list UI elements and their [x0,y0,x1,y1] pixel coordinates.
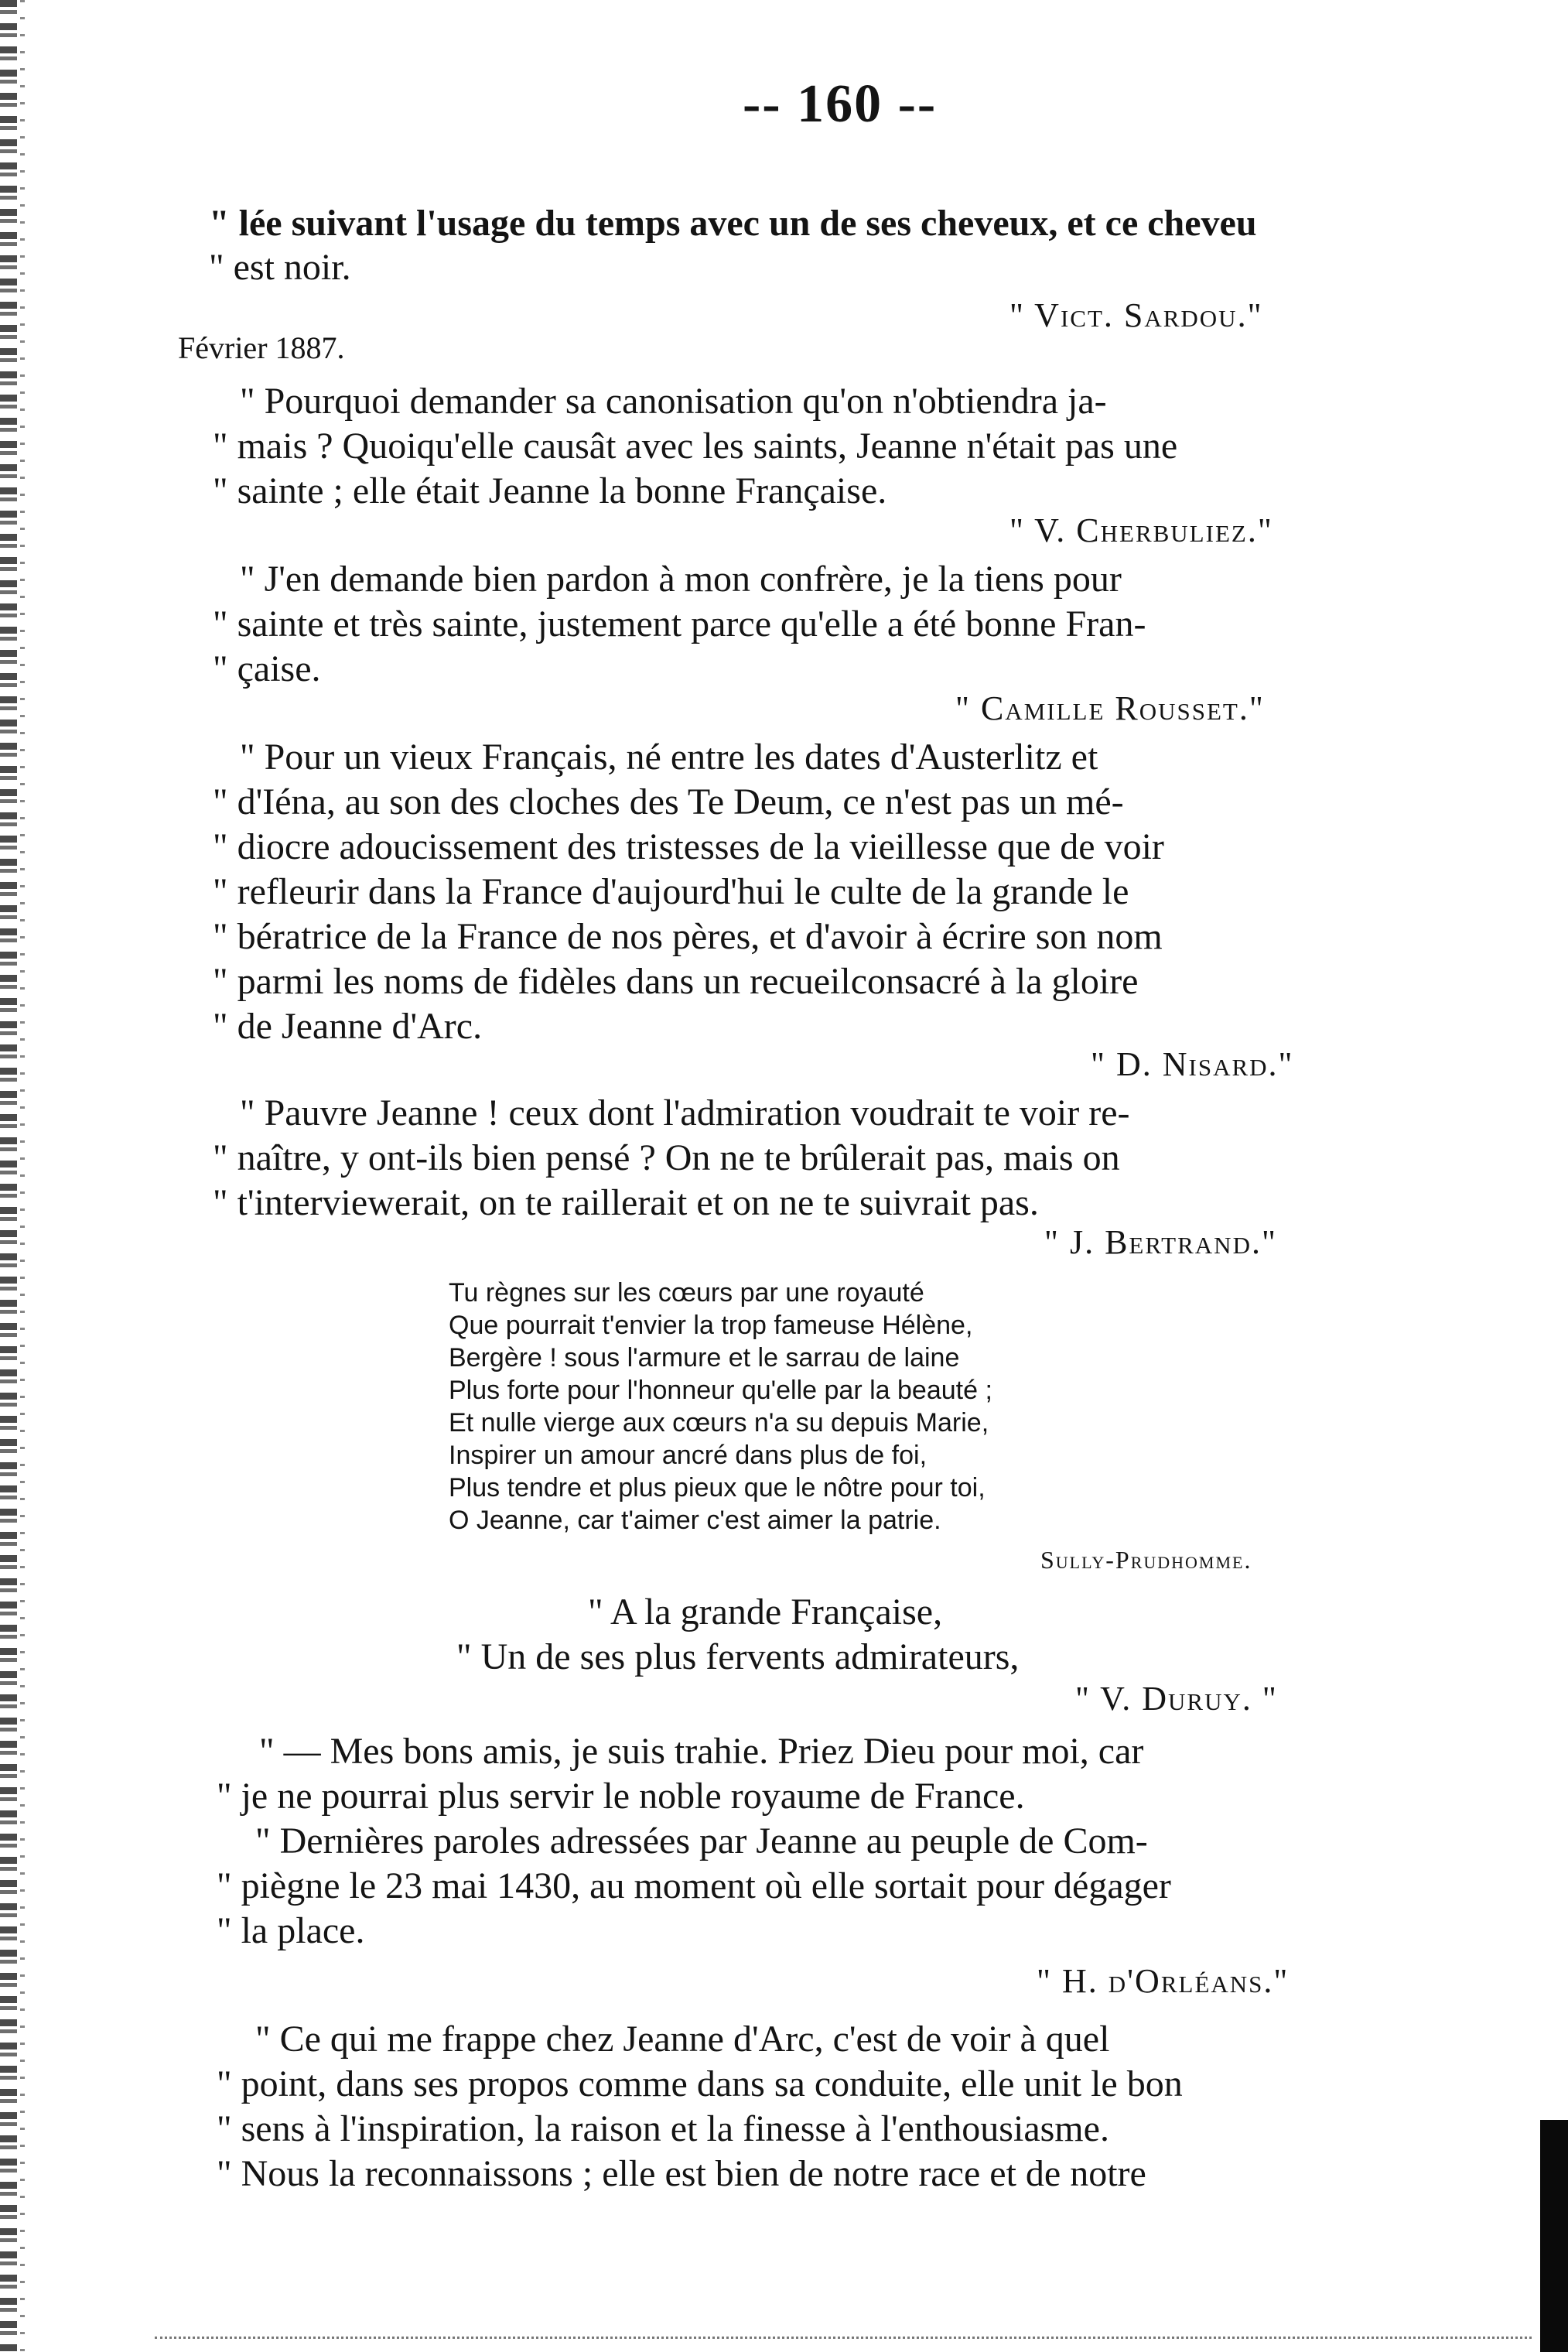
text-line: " sainte et très sainte, justement parce qu'elle a été bonne Fran- [213,603,1146,644]
text-line: " — Mes bons amis, je suis trahie. Priez Dieu pour moi, car [259,1731,1144,1772]
signature: " Vict. Sardou." [1009,296,1263,334]
signature: " D. Nisard." [1091,1045,1294,1083]
signature: " H. d'Orléans." [1037,1962,1290,2000]
text-line: " bératrice de la France de nos pères, et d'avoir à écrire son nom [213,916,1163,957]
text-line: " Pourquoi demander sa canonisation qu'on n'obtiendra ja- [240,381,1107,422]
signature: " V. Duruy. " [1075,1680,1278,1718]
poem-line: Plus forte pour l'honneur qu'elle par la beauté ; [449,1376,992,1405]
date-line: Février 1887. [178,330,345,365]
text-line: " diocre adoucissement des tristesses de la vieillesse que de voir [213,826,1164,867]
text-line: " Pauvre Jeanne ! ceux dont l'admiration voudrait te voir re- [240,1092,1130,1133]
poem-line: Bergère ! sous l'armure et le sarrau de laine [449,1343,960,1373]
signature: " J. Bertrand." [1044,1223,1277,1261]
text-line: " d'Iéna, au son des cloches des Te Deum, ce n'est pas un mé- [213,781,1124,822]
text-line: " naître, y ont-ils bien pensé ? On ne te brûlerait pas, mais on [213,1137,1120,1178]
text-line: " Un de ses plus fervents admirateurs, [456,1636,1020,1677]
signature: " Camille Rousset." [955,689,1265,727]
text-line: " parmi les noms de fidèles dans un recueilconsacré à la gloire [213,961,1139,1002]
poem-line: Plus tendre et plus pieux que le nôtre pour toi, [449,1473,986,1502]
text-line: " piègne le 23 mai 1430, au moment où elle sortait pour dégager [217,1865,1171,1906]
scan-right-edge [1540,2120,1568,2352]
text-line: " çaise. [213,648,321,689]
poem-line: Inspirer un amour ancré dans plus de foi, [449,1441,927,1470]
text-line: " Dernières paroles adressées par Jeanne au peuple de Com- [255,1820,1148,1861]
text-line: " mais ? Quoiqu'elle causât avec les saints, Jeanne n'était pas une [213,426,1178,467]
poem-line: Et nulle vierge aux cœurs n'a su depuis Marie, [449,1408,989,1438]
scan-left-edge-inner [20,0,25,2352]
text-line: " A la grande Française, [588,1591,943,1632]
scan-left-edge [0,0,17,2352]
signature: " V. Cherbuliez." [1009,511,1273,549]
text-line: " point, dans ses propos comme dans sa conduite, elle unit le bon [217,2063,1183,2104]
text-line: " refleurir dans la France d'aujourd'hui le culte de la grande le [213,871,1129,912]
poem-line: Que pourrait t'envier la trop fameuse Hélène, [449,1311,973,1340]
text-line: " Ce qui me frappe chez Jeanne d'Arc, c'est de voir à quel [255,2019,1110,2060]
text-line: " est noir. [209,247,351,288]
text-line: " je ne pourrai plus servir le noble royaume de France. [217,1776,1025,1817]
text-line: " la place. [217,1910,365,1951]
text-line: " sainte ; elle était Jeanne la bonne Française. [213,470,887,511]
text-line: " de Jeanne d'Arc. [213,1006,483,1047]
poem-line: Tu règnes sur les cœurs par une royauté [449,1278,924,1308]
poem-line: O Jeanne, car t'aimer c'est aimer la patrie. [449,1506,941,1535]
text-line: " t'interviewerait, on te raillerait et on ne te suivrait pas. [213,1182,1039,1223]
text-line: " Pour un vieux Français, né entre les dates d'Austerlitz et [240,737,1098,778]
page-number: -- 160 -- [743,74,938,134]
signature: Sully-Prudhomme. [1040,1546,1252,1574]
bottom-rule [155,2337,1532,2339]
text-line: " J'en demande bien pardon à mon confrère, je la tiens pour [240,559,1122,600]
text-line: " Nous la reconnaissons ; elle est bien de notre race et de notre [217,2153,1146,2194]
text-line: " sens à l'inspiration, la raison et la finesse à l'enthousiasme. [217,2108,1109,2149]
text-line: " lée suivant l'usage du temps avec un de ses cheveux, et ce cheveu [209,203,1257,244]
